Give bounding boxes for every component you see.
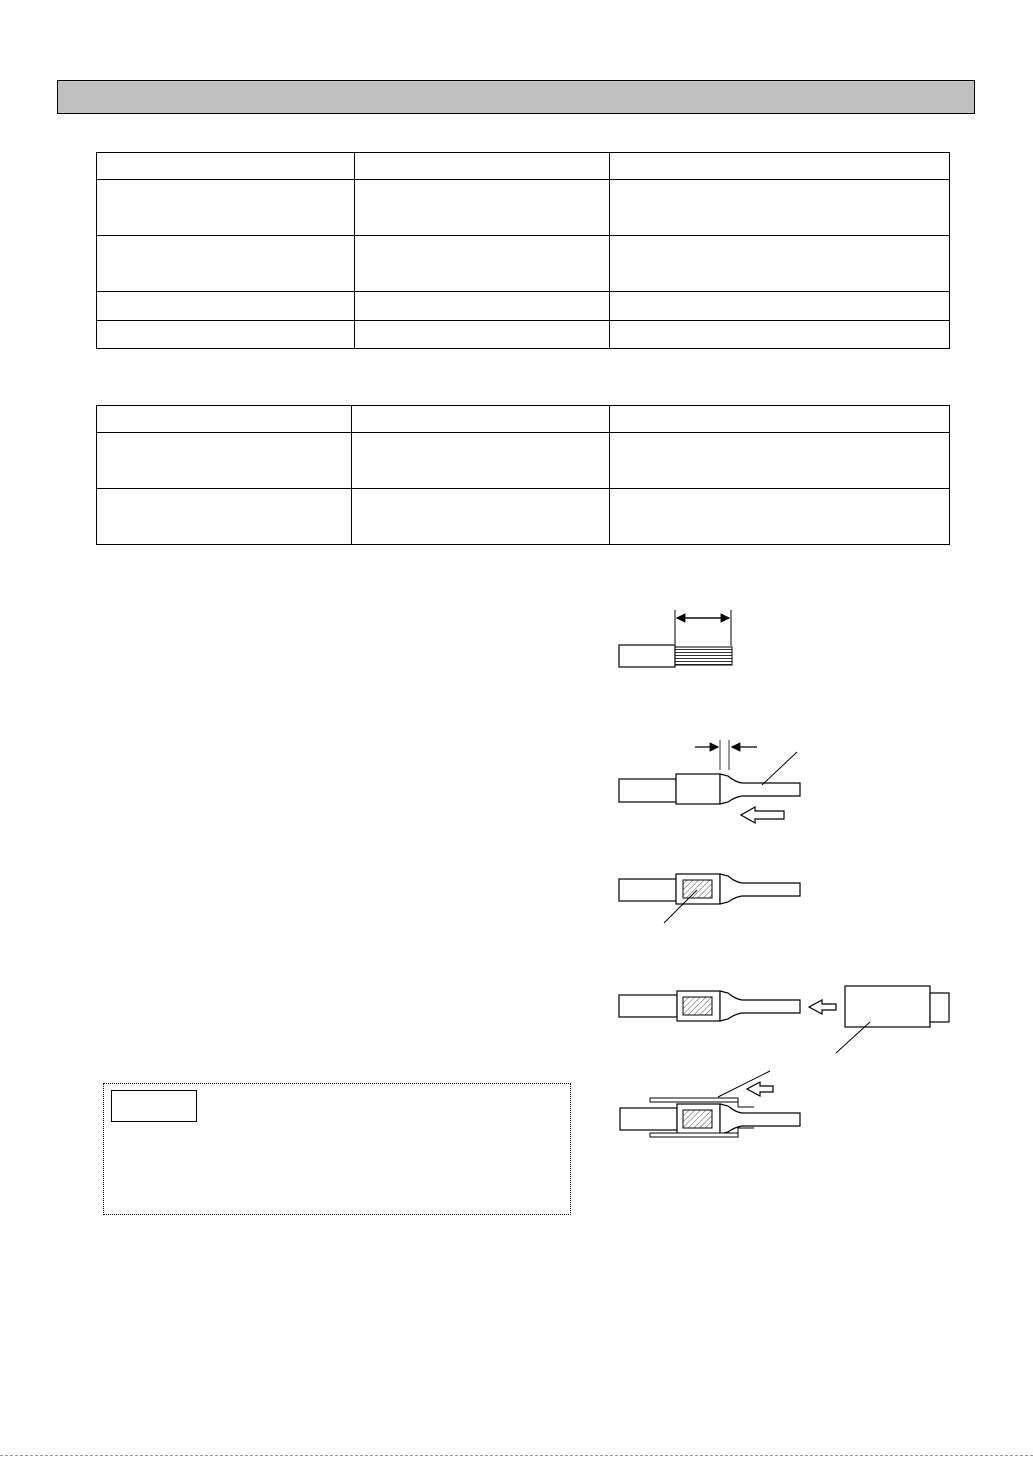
step5-sleeve-cover: [620, 1071, 800, 1137]
step1-stripped-wire: [619, 610, 732, 667]
step4-housing-insert: [619, 986, 949, 1053]
step3-crimp-terminal: [619, 874, 800, 923]
page-bottom-rule: [0, 1455, 1033, 1456]
step2-terminal-insert: [619, 740, 800, 823]
